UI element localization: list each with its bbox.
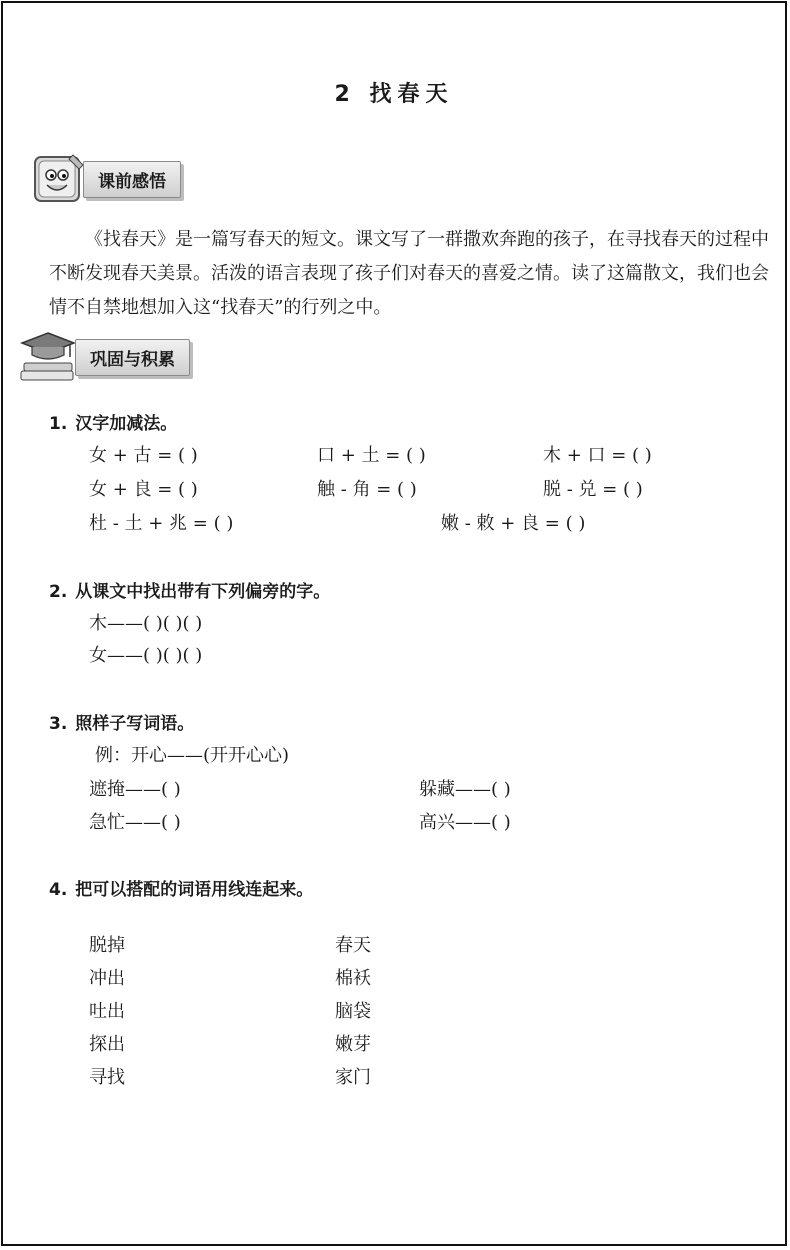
workbook-page: [1, 1, 787, 1246]
question-text: 照样子写词语。: [75, 714, 195, 734]
question-text: 把可以搭配的词语用线连起来。: [75, 880, 314, 900]
q1-item: 脱 - 兑 = ( ): [543, 479, 643, 500]
question-4-heading: [49, 875, 313, 900]
match-left-word: 寻找: [89, 1067, 125, 1088]
q3-example: 例：开心——(开开心心): [95, 745, 290, 766]
match-right-word: 嫩芽: [335, 1034, 371, 1055]
q1-item: 木 + 口 = ( ): [543, 445, 652, 466]
q3-item: 遮掩——( ): [89, 779, 181, 800]
question-number: 2.: [49, 582, 68, 602]
question-text: 从课文中找出带有下列偏旁的字。: [75, 582, 331, 602]
match-left-word: 冲出: [89, 968, 125, 989]
match-left-word: 吐出: [89, 1001, 125, 1022]
question-3-heading: [49, 709, 194, 734]
graduation-cap-books-icon: [15, 329, 81, 385]
match-left-word: 脱掉: [89, 935, 125, 956]
section-header-preface: [29, 151, 181, 207]
q1-item: 触 - 角 = ( ): [317, 479, 417, 500]
q1-item: 杜 - 土 + 兆 = ( ): [89, 513, 234, 534]
q3-item: 急忙——( ): [89, 812, 181, 833]
q3-item: 躲藏——( ): [419, 779, 511, 800]
q2-item: 女——( )( )( ): [89, 645, 203, 666]
q1-item: 口 + 土 = ( ): [317, 445, 426, 466]
question-number: 3.: [49, 714, 68, 734]
cartoon-face-icon: [29, 151, 89, 207]
q1-item: 女 + 古 = ( ): [89, 445, 198, 466]
question-number: 4.: [49, 880, 68, 900]
question-number: 1.: [49, 414, 68, 434]
section-header-practice: [15, 329, 190, 385]
section-label-preface: 课前感悟: [83, 161, 181, 198]
question-text: 汉字加减法。: [75, 414, 178, 434]
match-right-word: 棉袄: [335, 968, 371, 989]
match-right-word: 脑袋: [335, 1001, 371, 1022]
match-right-word: 春天: [335, 935, 371, 956]
preface-paragraph: 《找春天》是一篇写春天的短文。课文写了一群撒欢奔跑的孩子，在寻找春天的过程中不断发现春天美景。活泼的语言表现了孩子们对春天的喜爱之情。读了这篇散文，我们也会情不自禁地想加入这“找春天”的行列之中。: [49, 229, 769, 318]
section-label-practice: 巩固与积累: [75, 339, 190, 376]
match-left-word: 探出: [89, 1034, 125, 1055]
q1-item: 嫩 - 敕 + 良 = ( ): [441, 513, 586, 534]
match-right-word: 家门: [335, 1067, 371, 1088]
question-2-heading: [49, 577, 330, 602]
q2-item: 木——( )( )( ): [89, 613, 203, 634]
q3-item: 高兴——( ): [419, 812, 511, 833]
question-1-heading: [49, 409, 177, 434]
q1-item: 女 + 良 = ( ): [89, 479, 198, 500]
lesson-title: 2 找春天: [334, 82, 454, 107]
